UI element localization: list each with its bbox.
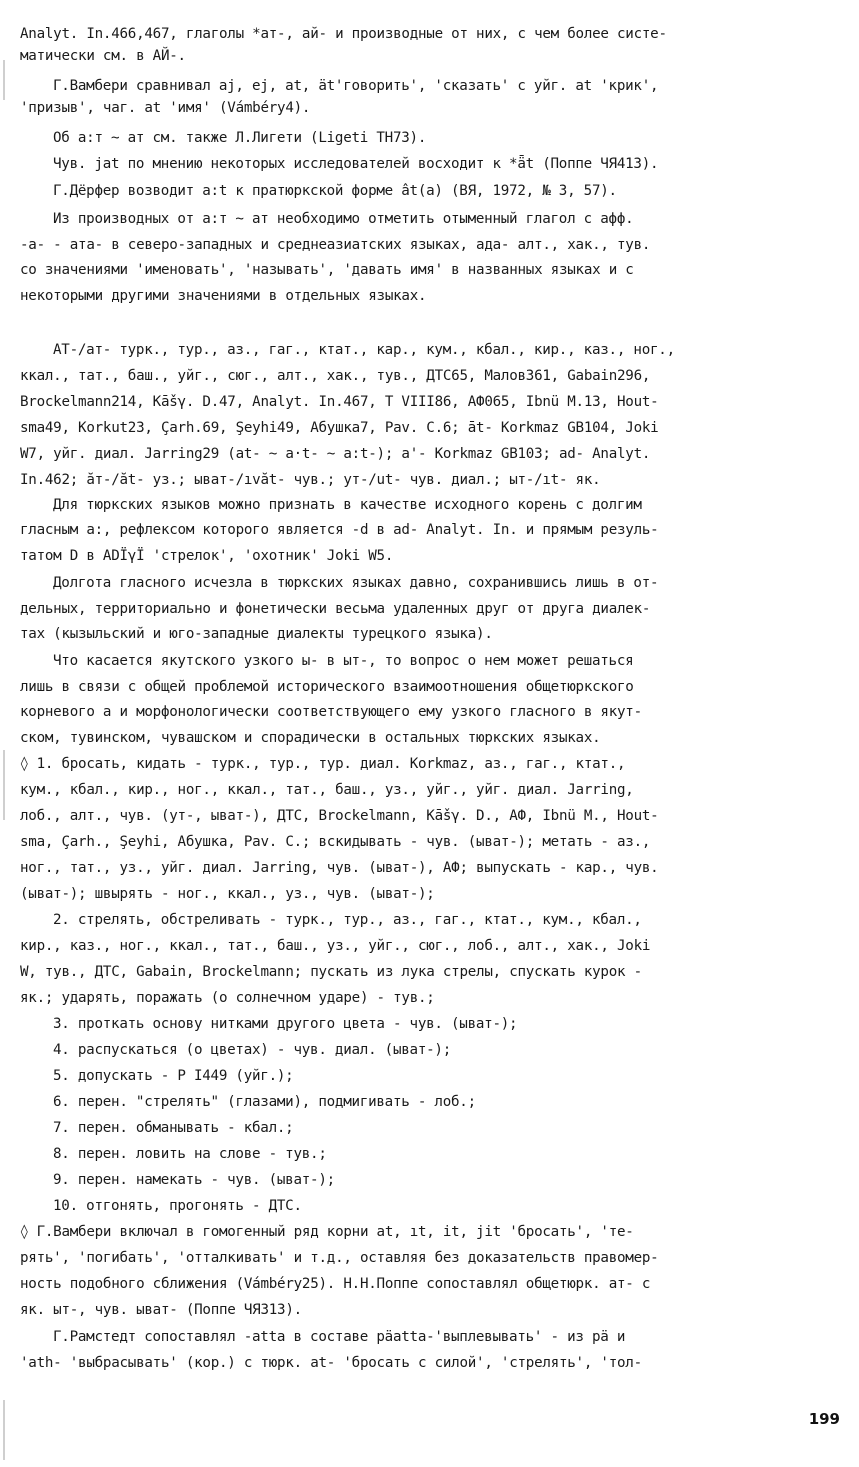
text-line: матически см. в АЙ-. — [20, 48, 186, 64]
page-number: 199 — [808, 1410, 840, 1428]
text-line: Г.Рамстедт сопоставлял -atta в составе päatta-'выплевывать' - из pä и — [53, 1329, 626, 1345]
text-line: sma49, Korkut23, Çarh.69, Şeyhi49, Абушка7, Pav. C.6; āt- Korkmaz GB104, Joki — [20, 420, 659, 436]
text-line: ◊ Г.Вамбери включал в гомогенный ряд корни at, ıt, it, jit 'бросать', 'те- — [20, 1224, 634, 1240]
text-line: со значениями 'именовать', 'называть', 'давать имя' в названных языках и с — [20, 262, 634, 278]
text-line: як.; ударять, поражать (о солнечном ударе) - тув.; — [20, 990, 435, 1006]
text-line: Г.Дёрфер возводит a:t к пратюркской форме ât(a) (ВЯ, 1972, № 3, 57). — [53, 183, 617, 199]
meaning-line: 5. допускать - Р I449 (уйг.); — [53, 1068, 294, 1084]
text-line: корневого а и морфонологически соответствующего ему узкого гласного в якут- — [20, 704, 642, 720]
text-line: W, тув., ДТС, Gabain, Brockelmann; пускать из лука стрелы, спускать курок - — [20, 964, 642, 980]
text-line: рять', 'погибать', 'отталкивать' и т.д., оставляя без доказательств правомер- — [20, 1250, 659, 1266]
text-line: як. ыт-, чув. ыват- (Поппе ЧЯ313). — [20, 1302, 302, 1318]
text-line: гласным а:, рефлексом которого является -d в ad- Analyt. In. и прямым резуль- — [20, 522, 659, 538]
meaning-line: 10. отгонять, прогонять - ДТС. — [53, 1198, 302, 1214]
text-line: Чув. jat по мнению некоторых исследователей восходит к *ǟt (Поппе ЧЯ413). — [53, 156, 659, 172]
text-line: Из производных от а:т ~ ат необходимо отметить отыменный глагол с афф. — [53, 211, 634, 227]
scan-margin-mark — [3, 60, 5, 100]
text-line: ккал., тат., баш., уйг., сюг., алт., хак., тув., ДТС65, Малов361, Gabain296, — [20, 368, 651, 384]
text-line: татом D в ADÏγÏ 'стрелок', 'охотник' Joki W5. — [20, 548, 394, 564]
text-line: некоторыми другими значениями в отдельных языках. — [20, 288, 427, 304]
text-line: (ыват-); швырять - ног., ккал., уз., чув. (ыват-); — [20, 886, 435, 902]
text-line: ском, тувинском, чувашском и спорадически в остальных тюркских языках. — [20, 730, 601, 746]
text-line: лишь в связи с общей проблемой исторического взаимоотношения общетюркского — [20, 679, 634, 695]
text-line: кум., кбал., кир., ног., ккал., тат., баш., уз., уйг., уйг. диал. Jarring, — [20, 782, 634, 798]
text-line: 'ath- 'выбрасывать' (кор.) с тюрк. at- 'бросать с силой', 'стрелять', 'тол- — [20, 1355, 642, 1371]
text-line: Brockelmann214, Kāšγ. D.47, Analyt. In.467, T VIII86, АФ065, Ibnü M.13, Hout- — [20, 394, 659, 410]
meaning-line: ◊ 1. бросать, кидать - турк., тур., тур. диал. Korkmaz, аз., гаг., ктат., — [20, 756, 626, 772]
text-line: Долгота гласного исчезла в тюркских языках давно, сохранившись лишь в от- — [53, 575, 659, 591]
text-line: кир., каз., ног., ккал., тат., баш., уз., уйг., сюг., лоб., алт., хак., Joki — [20, 938, 651, 954]
text-line: Г.Вамбери сравнивал aj, ej, at, ät'говорить', 'сказать' с уйг. at 'крик', — [53, 78, 659, 94]
text-line: Об а:т ~ ат см. также Л.Лигети (Ligeti TH73). — [53, 130, 427, 146]
meaning-line: 3. проткать основу нитками другого цвета - чув. (ыват-); — [53, 1016, 518, 1032]
text-line: ность подобного сближения (Vámbéry25). Н.Н.Поппе сопоставлял общетюрк. ат- с — [20, 1276, 651, 1292]
text-line: Для тюркских языков можно признать в качестве исходного корень с долгим — [53, 497, 642, 513]
meaning-line: 2. стрелять, обстреливать - турк., тур., аз., гаг., ктат., кум., кбал., — [53, 912, 642, 928]
meaning-line: 9. перен. намекать - чув. (ыват-); — [53, 1172, 335, 1188]
text-line: Analyt. In.466,467, глаголы *ат-, ай- и производные от них, с чем более систе- — [20, 26, 667, 42]
scan-margin-mark — [3, 1400, 5, 1460]
text-line: Что касается якутского узкого ы- в ыт-, то вопрос о нем может решаться — [53, 653, 634, 669]
text-line: лоб., алт., чув. (ут-, ыват-), ДТС, Brockelmann, Kāšγ. D., АФ, Ibnü M., Hout- — [20, 808, 659, 824]
text-line: 'призыв', чаг. at 'имя' (Vámbéry4). — [20, 100, 311, 116]
entry-headword-line: АТ-/ат- турк., тур., аз., гаг., ктат., кар., кум., кбал., кир., каз., ног., — [53, 342, 675, 358]
text-line: тах (кызыльский и юго-западные диалекты турецкого языка). — [20, 626, 493, 642]
meaning-line: 7. перен. обманывать - кбал.; — [53, 1120, 294, 1136]
text-line: sma, Çarh., Şeyhi, Абушка, Pav. C.; вскидывать - чув. (ыват-); метать - аз., — [20, 834, 651, 850]
meaning-line: 4. распускаться (о цветах) - чув. диал. (ыват-); — [53, 1042, 451, 1058]
text-line: In.462; ăт-/ăt- уз.; ыват-/ıvăt- чув.; ут-/ut- чув. диал.; ыт-/ıt- як. — [20, 472, 601, 488]
scan-margin-mark — [3, 750, 5, 820]
meaning-line: 6. перен. "стрелять" (глазами), подмигивать - лоб.; — [53, 1094, 476, 1110]
text-line: ног., тат., уз., уйг. диал. Jarring, чув. (ыват-), АФ; выпускать - кар., чув. — [20, 860, 659, 876]
text-line: W7, уйг. диал. Jarring29 (at- ~ a·t- ~ a:t-); a'- Korkmaz GB103; ad- Analyt. — [20, 446, 651, 462]
text-line: -а- - ата- в северо-западных и среднеазиатских языках, ада- алт., хак., тув. — [20, 237, 651, 253]
meaning-line: 8. перен. ловить на слове - тув.; — [53, 1146, 327, 1162]
text-line: дельных, территориально и фонетически весьма удаленных друг от друга диалек- — [20, 601, 651, 617]
